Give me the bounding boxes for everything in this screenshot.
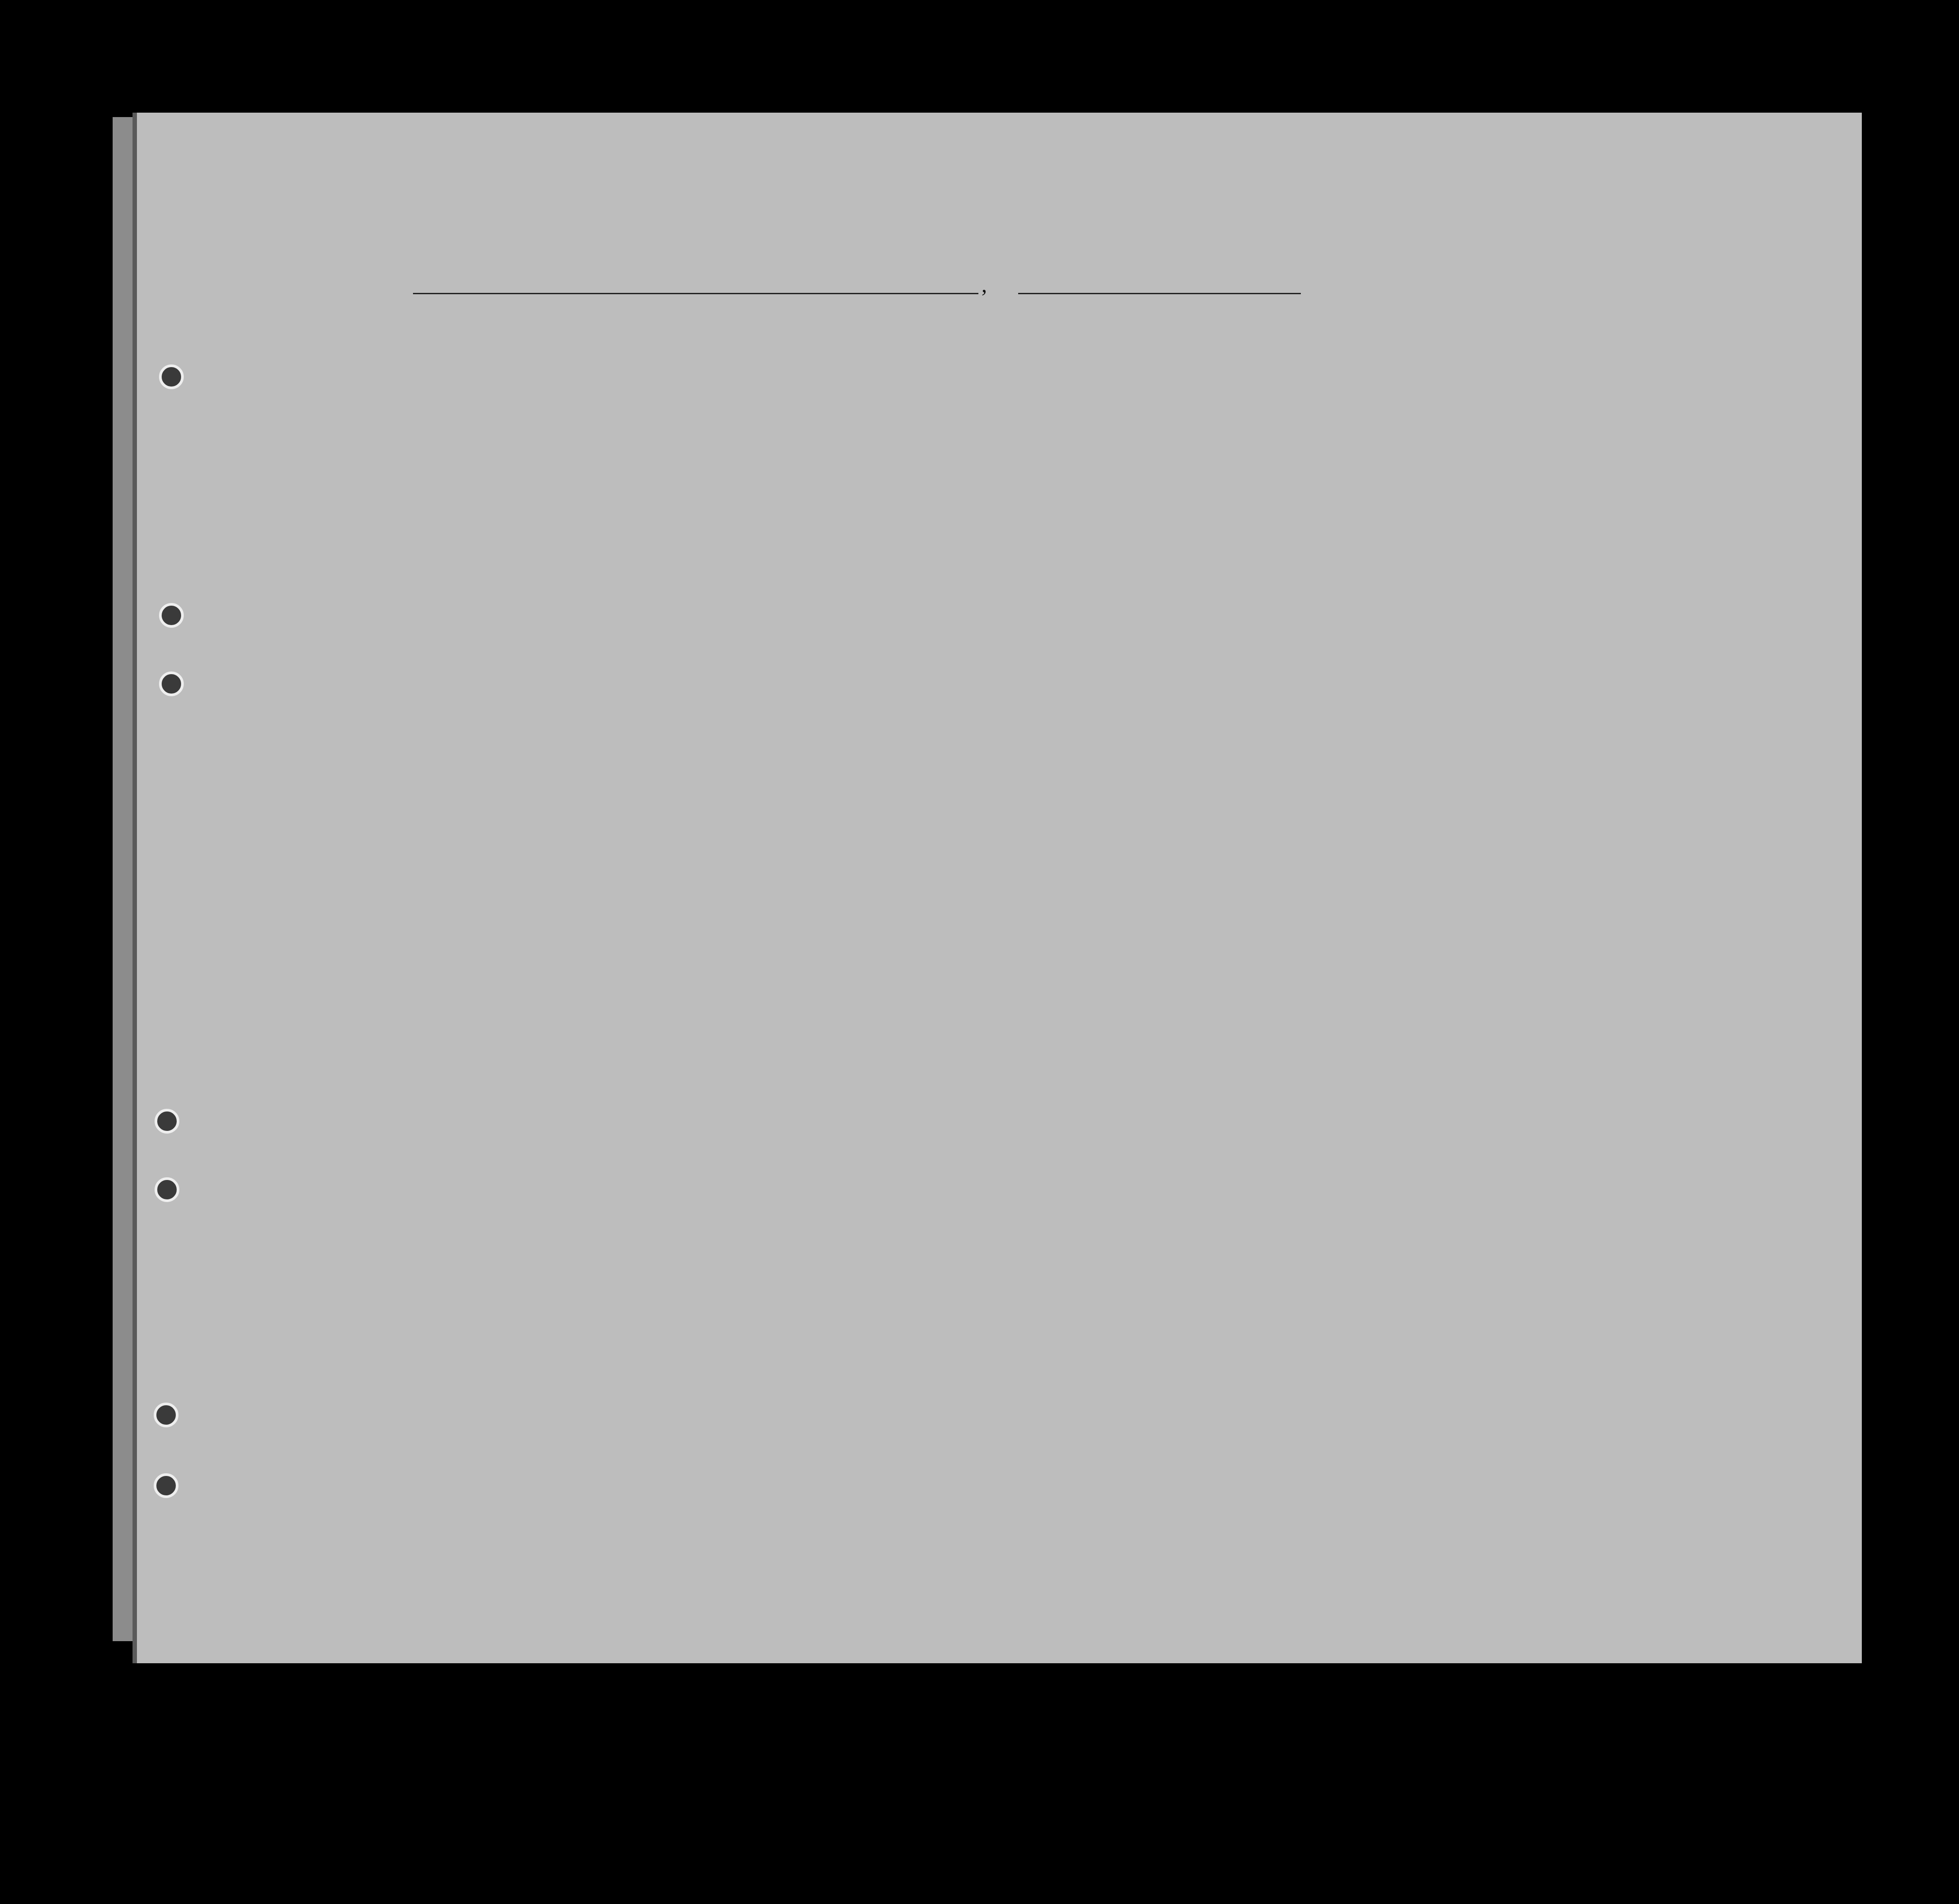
- punch-hole: [154, 1473, 178, 1498]
- punch-hole: [154, 1403, 178, 1427]
- sheet-stack-edge: [113, 117, 133, 1641]
- punch-hole: [159, 603, 184, 628]
- punch-hole: [159, 671, 184, 696]
- punch-hole: [155, 1109, 179, 1134]
- punch-hole: [155, 1177, 179, 1202]
- manifest-grid: [137, 113, 1862, 1663]
- manifest-sheet: ,: [133, 113, 1862, 1663]
- punch-hole: [159, 364, 184, 389]
